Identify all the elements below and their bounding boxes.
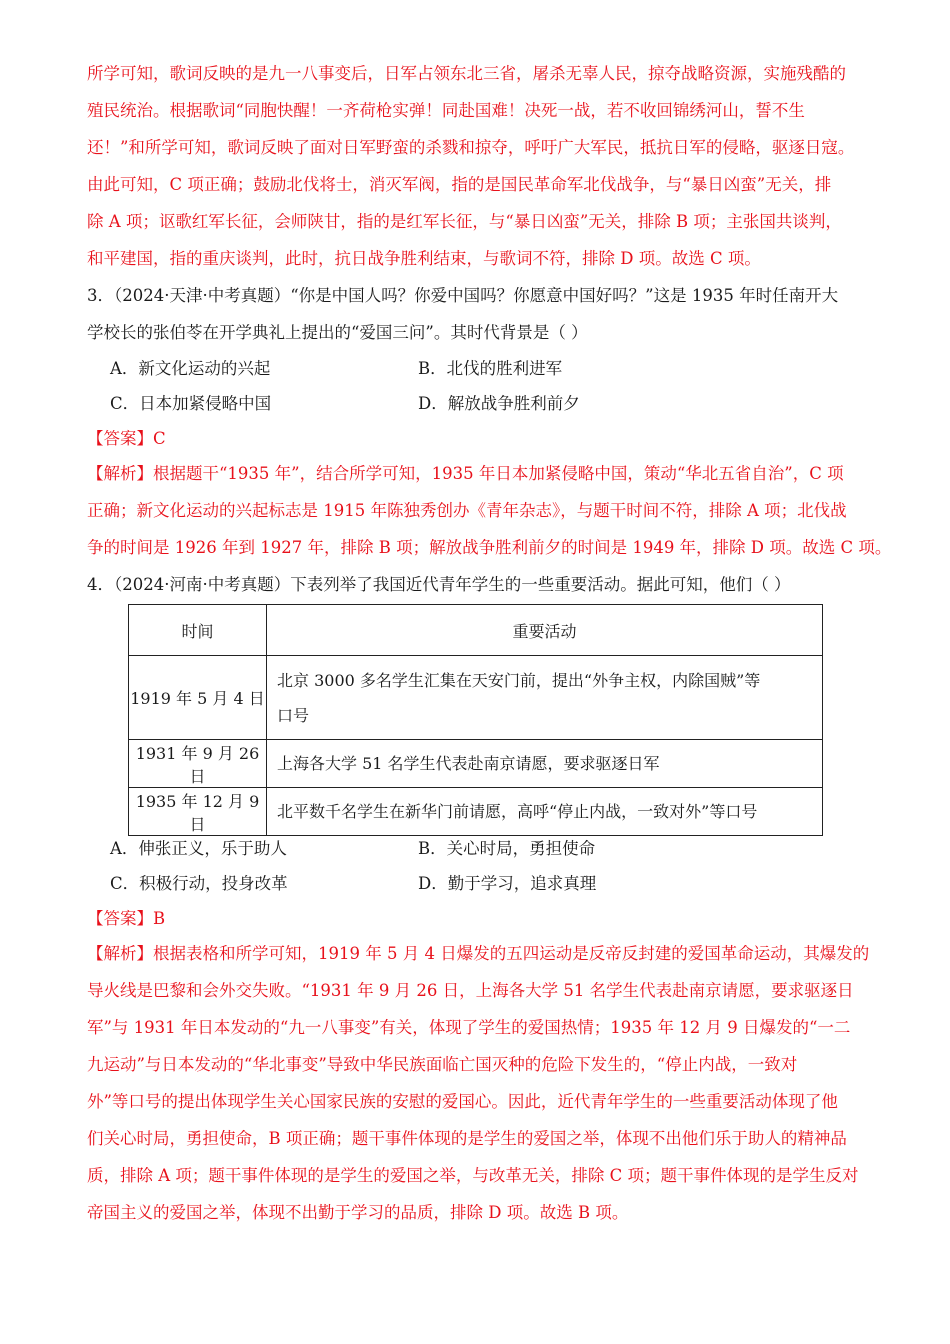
cell-time: 1919 年 5 月 4 日 [129,656,267,740]
analysis-text-line: 还！”和所学可知，歌词反映了面对日军野蛮的杀戮和掠夺，呼吁广大军民，抵抗日军的侵略，驱逐日寇。 [87,138,855,157]
answer-value: B [153,909,166,928]
analysis-text: 根据表格和所学可知，1919 年 5 月 4 日爆发的五四运动是反帝反封建的爱国革命运动，其爆发的 [153,944,870,963]
answer-value: C [153,429,166,448]
cell-time: 1935 年 12 月 9 日 [129,788,267,836]
option-d: D．勤于学习，追求真理 [418,874,597,893]
option-b: B．北伐的胜利进军 [418,359,563,378]
option-d: D．解放战争胜利前夕 [418,394,580,413]
analysis-text-line: 争的时间是 1926 年到 1927 年，排除 B 项；解放战争胜利前夕的时间是 1949 年，排除 D 项。故选 C 项。 [87,538,892,557]
analysis-text-line: 除 A 项；讴歌红军长征，会师陕甘，指的是红军长征，与“暴日凶蛮”无关，排除 B 项；主张国共谈判， [87,212,842,231]
activities-table [128,604,823,836]
analysis-text-line: 导火线是巴黎和会外交失败。“1931 年 9 月 26 日，上海各大学 51 名学生代表赴南京请愿，要求驱逐日 [87,981,854,1000]
analysis-text: 根据题干“1935 年”，结合所学可知，1935 年日本加紧侵略中国，策动“华北五省自治”，C 项 [153,464,844,483]
cell-activity: 上海各大学 51 名学生代表赴南京请愿，要求驱逐日军 [267,740,823,788]
analysis-text-line: 质，排除 A 项；题干事件体现的是学生的爱国之举，与改革无关，排除 C 项；题干事件体现的是学生反对 [87,1166,859,1185]
analysis-text-line: 外”等口号的提出体现学生关心国家民族的安慰的爱国心。因此，近代青年学生的一些重要活动体现了他 [87,1092,838,1111]
table-row [129,656,823,740]
header-activity: 重要活动 [267,605,823,656]
header-time: 时间 [129,605,267,656]
analysis-first-line [87,935,869,972]
cell-activity-line: 北京 3000 多名学生汇集在天安门前，提出“外争主权，内除国贼”等 [277,670,761,690]
table-row [129,740,823,788]
analysis-text-line: 和平建国，指的重庆谈判，此时，抗日战争胜利结束，与歌词不符，排除 D 项。故选 C 项。 [87,249,761,268]
question-stem-line: 3．（2024·天津·中考真题）“你是中国人吗？你爱中国吗？你愿意中国好吗？”这是 1935 年时任南开大 [87,286,839,305]
analysis-text-line: 所学可知，歌词反映的是九一八事变后，日军占领东北三省，屠杀无辜人民，掠夺战略资源，实施残酷的 [87,64,846,83]
analysis-text-line: 九运动”与日本发动的“华北事变”导致中华民族面临亡国灭种的危险下发生的，“停止内战，一致对 [87,1055,798,1074]
option-b: B．关心时局，勇担使命 [418,839,596,858]
option-a: A．伸张正义，乐于助人 [110,839,287,858]
answer-label: 【答案】 [87,429,153,448]
cell-activity [267,656,823,740]
answer-line [87,420,166,457]
cell-activity: 北平数千名学生在新华门前请愿，高呼“停止内战，一致对外”等口号 [267,788,823,836]
table-header-row [129,605,823,656]
question-stem-line: 学校长的张伯苓在开学典礼上提出的“爱国三问”。其时代背景是（ ） [87,323,588,342]
option-c: C．积极行动，投身改革 [110,874,288,893]
analysis-text-line: 殖民统治。根据歌词“同胞快醒！一齐荷枪实弹！同赴国难！决死一战，若不收回锦绣河山，誓不生 [87,101,805,120]
analysis-text-line: 帝国主义的爱国之举，体现不出勤于学习的品质，排除 D 项。故选 B 项。 [87,1203,629,1222]
table-row [129,788,823,836]
analysis-text-line: 正确；新文化运动的兴起标志是 1915 年陈独秀创办《青年杂志》，与题干时间不符，排除 A 项；北伐战 [87,501,847,520]
analysis-label: 【解析】 [87,944,153,963]
answer-label: 【答案】 [87,909,153,928]
option-a: A．新文化运动的兴起 [110,359,271,378]
cell-activity-line: 口号 [277,705,310,725]
cell-time: 1931 年 9 月 26 日 [129,740,267,788]
analysis-text-line: 由此可知，C 项正确；鼓励北伐将士，消灭军阀，指的是国民革命军北伐战争，与“暴日凶蛮”无关，排 [87,175,832,194]
analysis-text-line: 军”与 1931 年日本发动的“九一八事变”有关，体现了学生的爱国热情；1935 年 12 月 9 日爆发的“一二 [87,1018,851,1037]
analysis-first-line [87,455,844,492]
analysis-text-line: 们关心时局，勇担使命，B 项正确；题干事件体现的是学生的爱国之举，体现不出他们乐于助人的精神品 [87,1129,847,1148]
analysis-label: 【解析】 [87,464,153,483]
question-stem-line: 4．（2024·河南·中考真题）下表列举了我国近代青年学生的一些重要活动。据此可知，他们（ ） [87,575,791,594]
option-c: C．日本加紧侵略中国 [110,394,272,413]
answer-line [87,900,165,937]
